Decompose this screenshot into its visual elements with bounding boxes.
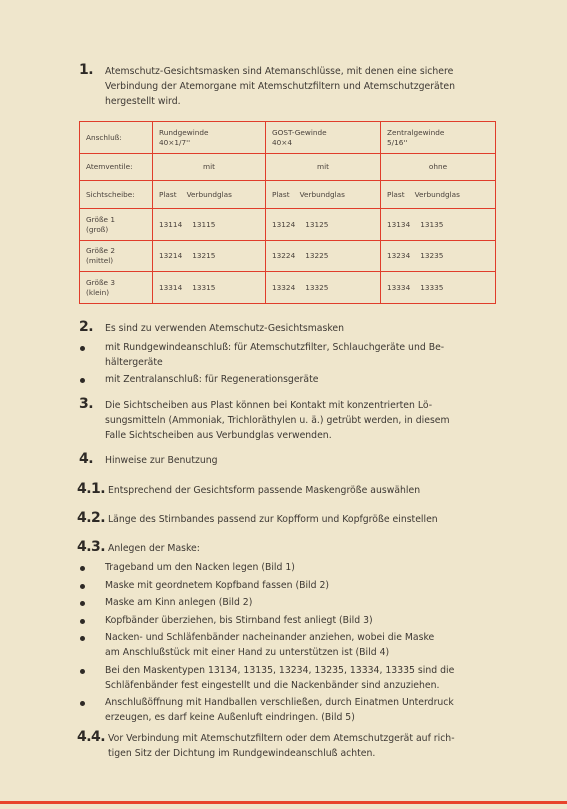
section-3-line-2: sungsmitteln (Ammoniak, Trichloräthylen u. ä.) getrübt werden, in diesem xyxy=(105,415,450,426)
section-4-2-number: 4.2. xyxy=(77,510,106,526)
section-4-3-heading: Anlegen der Maske: xyxy=(108,543,200,554)
section-1-line-3: hergestellt wird. xyxy=(105,96,181,107)
section-4-4-line-1: Vor Verbindung mit Atemschutzfiltern oder dem Atemschutzgerät auf rich- xyxy=(108,733,455,744)
section-1-line-2: Verbindung der Atemorgane mit Atemschutzfiltern und Atemschutzgeräten xyxy=(105,81,455,92)
cell-values: 13134 13135 xyxy=(381,209,496,241)
cell-gost-gewinde: GOST-Gewinde 40×4 xyxy=(266,122,381,154)
section-4-number: 4. xyxy=(79,451,94,467)
table-row-groesse-3 xyxy=(80,272,496,304)
bullet-icon xyxy=(80,346,85,351)
section-4-2-text: Länge des Stirnbandes passend zur Kopfform und Kopfgröße einstellen xyxy=(108,514,438,525)
cell-size-label: Größe 2 (mittel) xyxy=(80,241,153,272)
cell-values: 13324 13325 xyxy=(266,272,381,304)
section-4-1-text: Entsprechend der Gesichtsform passende Maskengröße auswählen xyxy=(108,485,421,496)
bullet-icon xyxy=(80,669,85,674)
section-3-number: 3. xyxy=(79,396,94,412)
bullet-icon xyxy=(80,584,85,589)
table-row-sichtscheibe xyxy=(80,181,496,209)
cell-ventil-3: ohne xyxy=(381,154,496,181)
section-2-bullet-1-line-1: mit Rundgewindeanschluß: für Atemschutzfilter, Schlauchgeräte und Be- xyxy=(105,342,445,353)
section-4-4-line-2: tigen Sitz der Dichtung im Rundgewindeanschluß achten. xyxy=(108,748,376,759)
bullet-icon xyxy=(80,601,85,606)
cell-sicht-1: Plast Verbundglas xyxy=(153,181,266,209)
cell-sicht-3: Plast Verbundglas xyxy=(381,181,496,209)
cell-values: 13314 13315 xyxy=(153,272,266,304)
bullet-icon xyxy=(80,701,85,706)
cell-atemventile-label: Atemventile: xyxy=(80,154,153,181)
section-2-intro: Es sind zu verwenden Atemschutz-Gesichtsmasken xyxy=(105,323,344,334)
cell-zentralgewinde: Zentralgewinde 5/16'' xyxy=(381,122,496,154)
table-row-anschluss xyxy=(80,122,496,154)
bullet-icon xyxy=(80,636,85,641)
section-4-3-bullet-7-line-2: erzeugen, es darf keine Außenluft eindringen. (Bild 5) xyxy=(105,712,355,723)
section-4-heading: Hinweise zur Benutzung xyxy=(105,455,218,466)
cell-values: 13114 13115 xyxy=(153,209,266,241)
cell-ventil-1: mit xyxy=(153,154,266,181)
section-3-line-3: Falle Sichtscheiben aus Verbundglas verwenden. xyxy=(105,430,332,441)
table-row-atemventile xyxy=(80,154,496,181)
bullet-icon xyxy=(80,619,85,624)
section-4-1-number: 4.1. xyxy=(77,481,106,497)
section-2-number: 2. xyxy=(79,319,94,335)
cell-values: 13334 13335 xyxy=(381,272,496,304)
cell-sicht-2: Plast Verbundglas xyxy=(266,181,381,209)
section-4-3-number: 4.3. xyxy=(77,539,106,555)
section-2-bullet-2: mit Zentralanschluß: für Regenerationsgeräte xyxy=(105,374,319,385)
section-3-line-1: Die Sichtscheiben aus Plast können bei Kontakt mit konzentrierten Lö- xyxy=(105,400,433,411)
section-4-4-number: 4.4. xyxy=(77,729,106,745)
bottom-accent-line xyxy=(0,801,567,804)
cell-values: 13214 13215 xyxy=(153,241,266,272)
cell-values: 13234 13235 xyxy=(381,241,496,272)
bullet-icon xyxy=(80,378,85,383)
section-4-3-bullet-6-line-2: Schläfenbänder fest eingestellt und die Nackenbänder sind anzuziehen. xyxy=(105,680,440,691)
cell-values: 13224 13225 xyxy=(266,241,381,272)
cell-sichtscheibe-label: Sichtscheibe: xyxy=(80,181,153,209)
section-4-3-bullet-4: Kopfbänder überziehen, bis Stirnband fest anliegt (Bild 3) xyxy=(105,615,373,626)
section-4-3-bullet-1: Trageband um den Nacken legen (Bild 1) xyxy=(105,562,295,573)
section-4-3-bullet-3: Maske am Kinn anlegen (Bild 2) xyxy=(105,597,253,608)
section-4-3-bullet-7-line-1: Anschlußöffnung mit Handballen verschließen, durch Einatmen Unterdruck xyxy=(105,697,454,708)
section-4-3-bullet-5-line-2: am Anschlußstück mit einer Hand zu unterstützen ist (Bild 4) xyxy=(105,647,390,658)
cell-size-label: Größe 1 (groß) xyxy=(80,209,153,241)
section-4-3-bullet-5-line-1: Nacken- und Schläfenbänder nacheinander anziehen, wobei die Maske xyxy=(105,632,435,643)
section-4-3-bullet-2: Maske mit geordnetem Kopfband fassen (Bild 2) xyxy=(105,580,330,591)
cell-size-label: Größe 3 (klein) xyxy=(80,272,153,304)
section-1-line-1: Atemschutz-Gesichtsmasken sind Atemanschlüsse, mit denen eine sichere xyxy=(105,66,454,77)
section-2-bullet-1-line-2: hältergeräte xyxy=(105,357,163,368)
cell-anschluss-label: Anschluß: xyxy=(80,122,153,154)
cell-ventil-2: mit xyxy=(266,154,381,181)
section-1-number: 1. xyxy=(79,62,94,78)
table-row-groesse-1 xyxy=(80,209,496,241)
cell-values: 13124 13125 xyxy=(266,209,381,241)
table-row-groesse-2 xyxy=(80,241,496,272)
cell-rundgewinde: Rundgewinde 40×1/7'' xyxy=(153,122,266,154)
bullet-icon xyxy=(80,566,85,571)
section-4-3-bullet-6-line-1: Bei den Maskentypen 13134, 13135, 13234, 13235, 13334, 13335 sind die xyxy=(105,665,455,676)
mask-spec-table xyxy=(79,121,496,304)
